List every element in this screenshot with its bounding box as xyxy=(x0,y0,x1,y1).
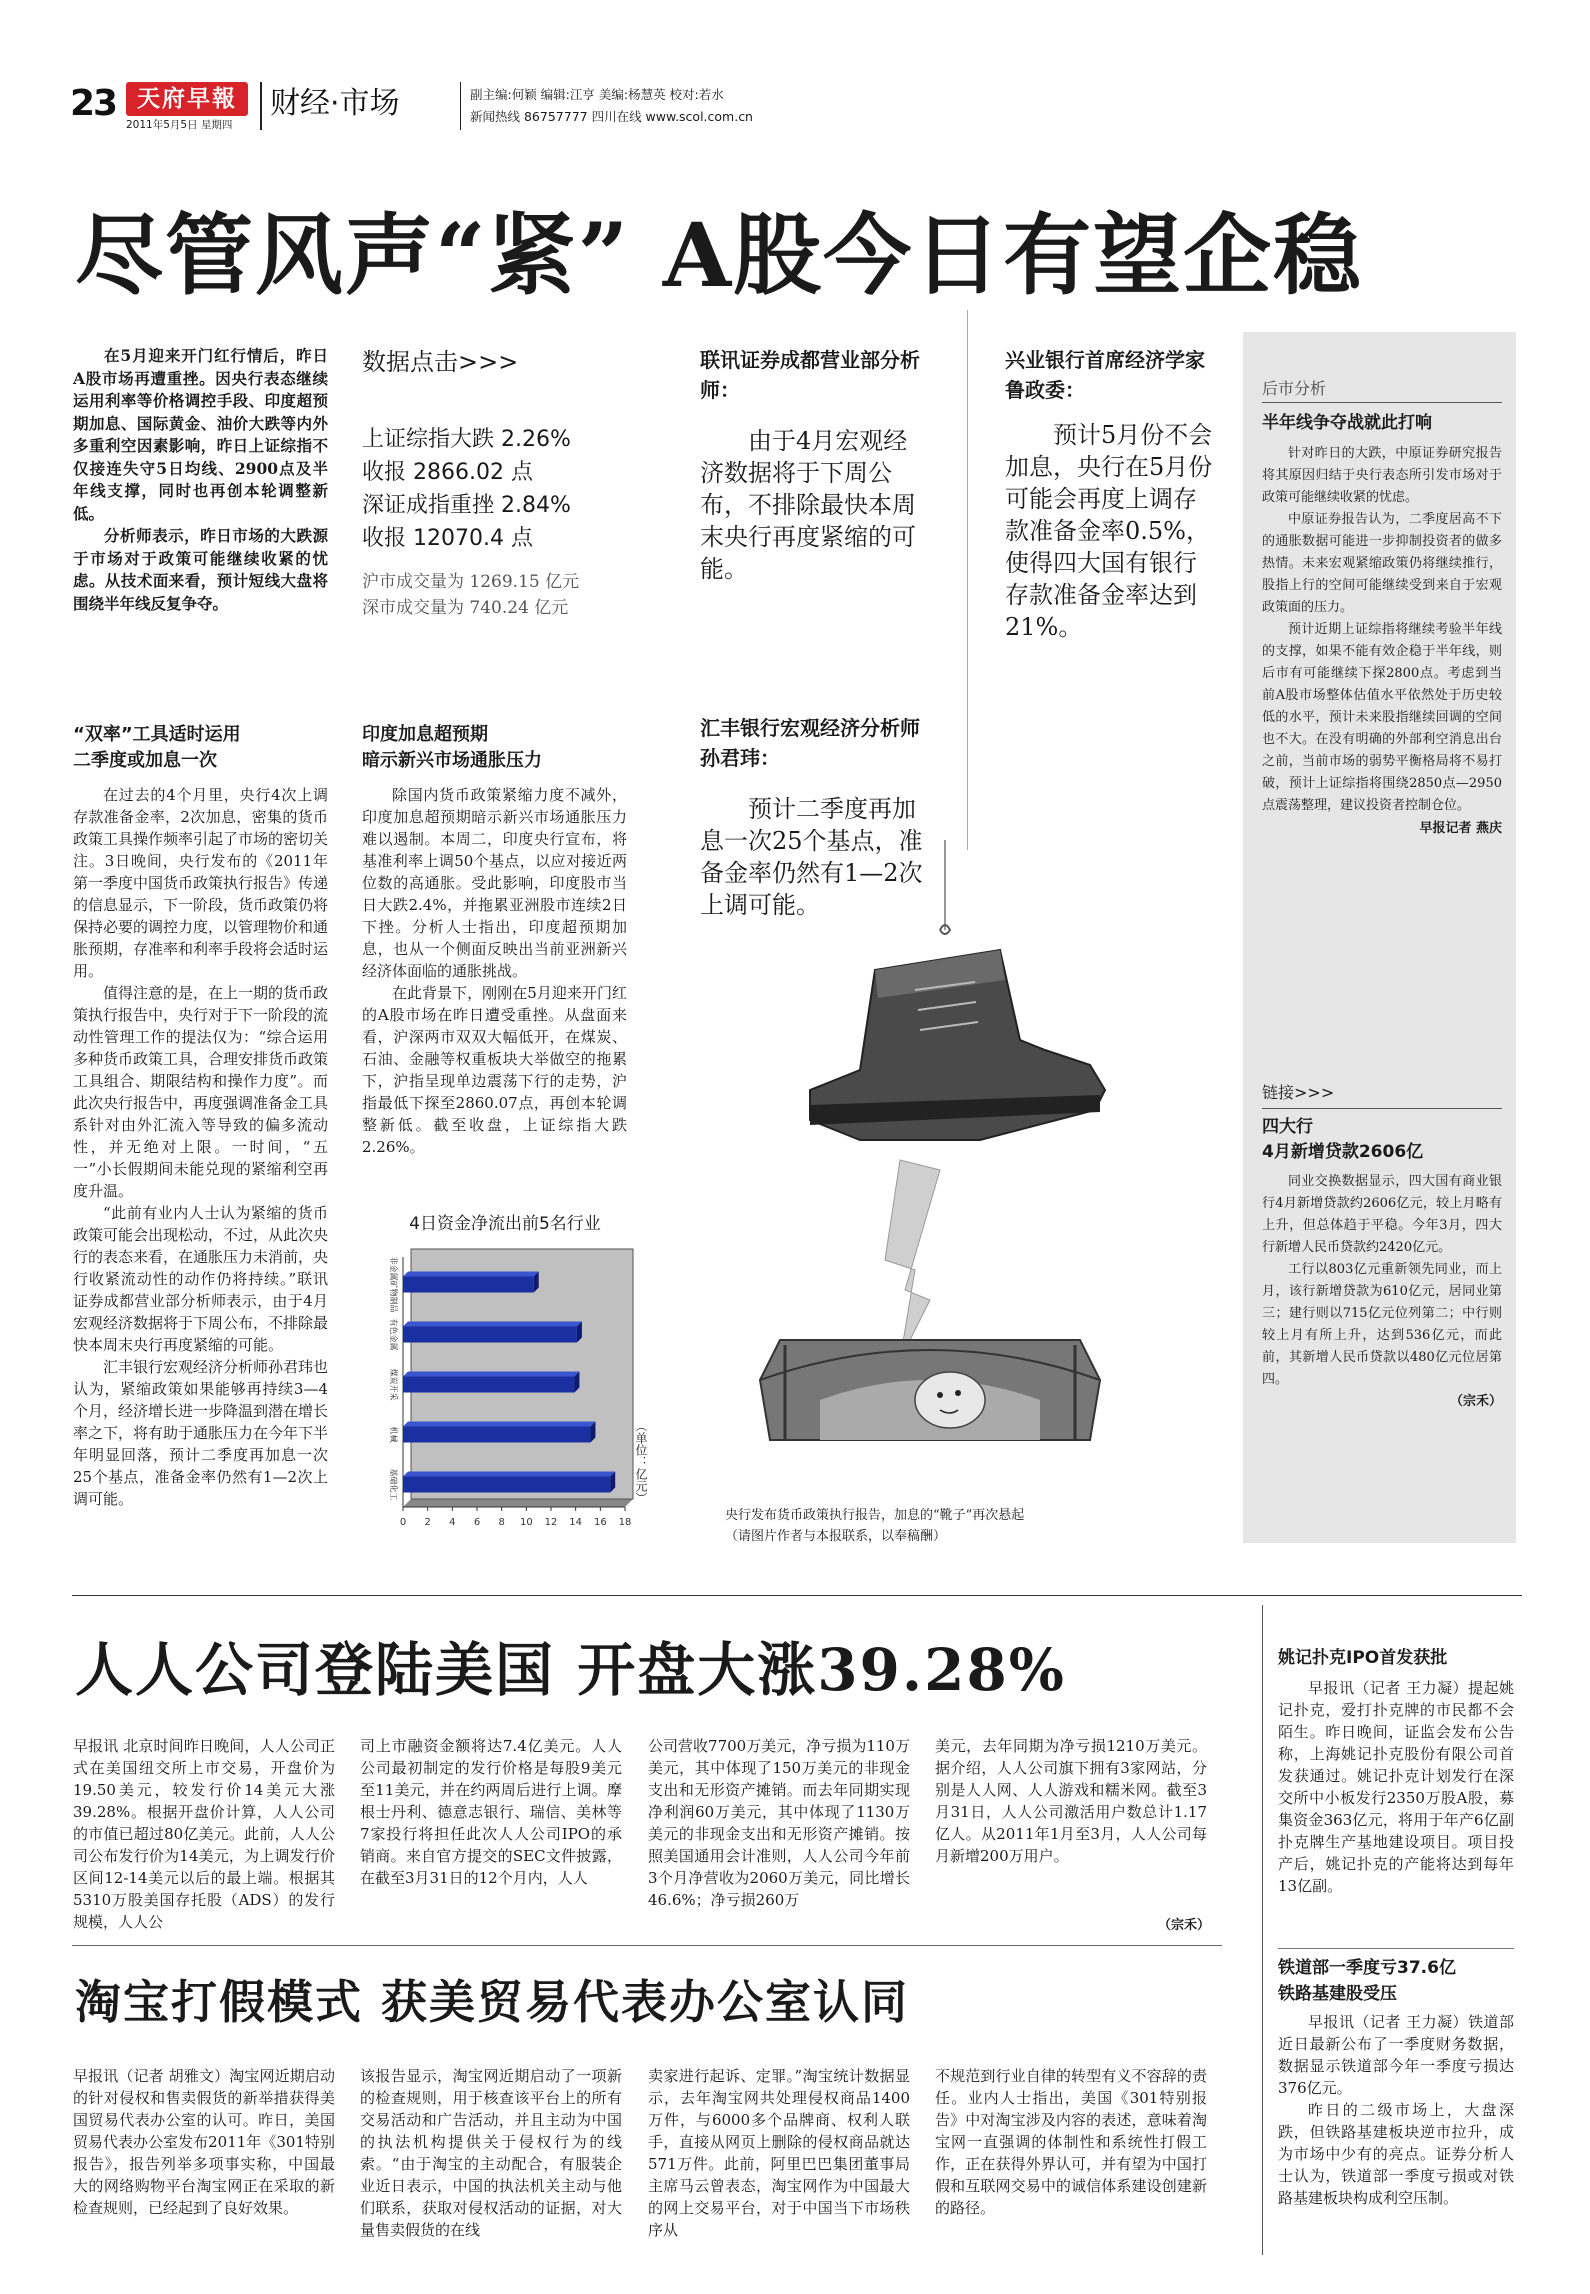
main-headline: 尽管风声“紧” A股今日有望企稳 xyxy=(75,203,1364,307)
chart-bar xyxy=(403,1377,574,1393)
chart-x-tick-label: 8 xyxy=(498,1517,505,1528)
paper-logo: 天府早報 xyxy=(126,82,248,116)
railway-title-2: 铁路基建股受压 xyxy=(1278,1984,1397,2004)
sidebar-title: 半年线争夺战就此打响 xyxy=(1262,413,1432,433)
link-title-1: 四大行 xyxy=(1262,1117,1313,1137)
quote1-text: 由于4月宏观经济数据将于下周公布，不排除最快本周末央行再度紧缩的可能。 xyxy=(700,427,916,583)
boot-illustration xyxy=(700,840,1140,1500)
chart-category-label: 非金属矿物制品 xyxy=(389,1256,398,1313)
sub1-title-1: “双率”工具适时运用 xyxy=(73,724,241,745)
data-line: 上证综指大跌 2.26% xyxy=(362,427,571,452)
quote-xingye xyxy=(1005,345,1220,643)
sub-story-2: 印度加息超预期 暗示新兴市场通胀压力 除国内货币政策紧缩力度不减外，印度加息超预期暗示新兴市场通胀压力难以遏制。本周二，印度央行宣布，将基准利率上调50个基点，以应对接近两位数的高通胀。受此影响，印度股市当日大跌2.4%，并拖累亚洲股市连续2日下挫。分析人士指出，印度超预期加息，也从一个侧面反映出当前亚洲新兴经济体面临的通胀挑战。 在此背景下，刚刚在5月迎来开门红的A股市场在昨日遭受重挫。从盘面来看，沪深两市双双大幅低开，在煤炭、石油、金融等权重板块大举做空的拖累下，沪指呈现单边震荡下行的走势，沪指最低下探至2860.07点，再创本轮调整新低。截至收盘，上证综指大跌2.26%。 xyxy=(362,724,627,1156)
sidebar-link: 链接>>> 四大行 4月新增贷款2606亿 同业交换数据显示，四大国有商业银行4月新增贷款约2606亿元，较上月略有上升，但总体趋于平稳。今年3月，四大行新增人民币贷款约2420亿元。 工行以803亿元重新领先同业，而上月，该行新增贷款为610亿元，居同业第三；建行则以715亿元位列第二；中行则较上月有所上升，达到536亿元，而此前，其新增人民币贷款以480亿元位居第四。 （宗禾） xyxy=(1262,1082,1502,1413)
chart-unit-label: （单位：亿元） xyxy=(634,1420,648,1504)
quote2-text: 预计二季度再加息一次25个基点，准备金率仍然有1—2次上调可能。 xyxy=(700,795,923,919)
chart-floor xyxy=(403,1499,633,1507)
quote2-title: 汇丰银行宏观经济分析师孙君玮： xyxy=(700,716,920,770)
data-box xyxy=(362,345,652,621)
chart-bar xyxy=(403,1477,610,1493)
chart-bar-top xyxy=(403,1472,615,1477)
link-title-2: 4月新增贷款2606亿 xyxy=(1262,1142,1424,1162)
chart-x-tick-label: 6 xyxy=(473,1517,481,1528)
renren-col-2: 司上市融资金额将达7.4亿美元。人人公司最初制定的发行价格是每股9美元至11美元，并在约两周后进行上调。摩根士丹利、德意志银行、瑞信、美林等7家投行将担任此次人人公司IPO的承销商。来自官方提交的SEC文件披露，在截至3月31日的12个月内，人人 xyxy=(360,1737,622,1887)
data-line: 深证成指重挫 2.84% xyxy=(362,493,571,518)
link-label: 链接>>> xyxy=(1262,1082,1502,1109)
railway-title-1: 铁道部一季度亏37.6亿 xyxy=(1278,1958,1456,1978)
chart-x-tick-label: 10 xyxy=(519,1517,533,1528)
yaoji-title: 姚记扑克IPO首发获批 xyxy=(1278,1648,1448,1668)
lead-text: 在5月迎来开门红行情后，昨日A股市场再遭重挫。因央行表态继续运用利率等价格调控手段、印度超预期加息、国际黄金、油价大跌等内外多重利空因素影响，昨日上证综指不仅接连失守5日均线、2900点及半年线支撑，同时也再创本轮调整新低。 分析师表示，昨日市场的大跌源于市场对于政策可能继续收紧的忧虑。从技术面来看，预计短线大盘将围绕半年线反复争夺。 xyxy=(73,346,328,613)
chart-bar-top xyxy=(403,1322,582,1327)
sidebar-label: 后市分析 xyxy=(1262,378,1502,403)
chart-bar xyxy=(403,1327,577,1343)
chart-bar xyxy=(403,1277,534,1293)
yaoji-brief xyxy=(1278,1645,1514,1897)
data-line: 收报 12070.4 点 xyxy=(362,526,533,551)
renren-byline: （宗禾） xyxy=(1157,1918,1210,1933)
chart-x-tick-label: 12 xyxy=(544,1517,558,1528)
masthead xyxy=(70,78,1530,138)
sub-story-1: “双率”工具适时运用 二季度或加息一次 在过去的4个月里，央行4次上调存款准备金率，2次加息，密集的货币政策工具操作频率引起了市场的密切关注。3日晚间，央行发布的《2011年第一季度中国货币政策执行报告》传递的信息显示，下一阶段，货币政策仍将保持必要的调控力度，以管理物价和通胀预期，存准率和利率手段将会适时运用。 值得注意的是，在上一期的货币政策执行报告中，央行对于下一阶段的流动性管理工作的提法仅为：“综合运用多种货币政策工具，合理安排货币政策工具组合、期限结构和操作力度”。而此次央行报告中，再度强调准备金工具系针对由外汇流入等导致的偏多流动性，并无绝对上限。一时间，“五一”小长假期间未能兑现的紧缩利空再度升温。 “此前有业内人士认为紧缩的货币政策可能会出现松动，不过，从此次央行的表态来看，在通胀压力未消前，央行收紧流动性的动作仍将持续。”联讯证券成都营业部分析师表示，由于4月宏观经济数据将于下周公布，不排除最快本周末央行再度紧缩的可能。 汇丰银行宏观经济分析师孙君玮也认为，紧缩政策如果能够再持续3—4个月，经济增长进一步降温到潜在增长率之下，将有助于通胀压力在今年下半年明显回落，预计二季度再加息一次25个基点，准备金率仍然有1—2次上调可能。 xyxy=(73,724,329,1508)
quote1-title: 联讯证券成都营业部分析师： xyxy=(700,348,920,402)
chart-category-label: 有色金属 xyxy=(389,1318,398,1351)
chart-title: 4日资金净流出前5名行业 xyxy=(409,1214,601,1234)
credits-line-1: 副主编:何颖 编辑:江亨 美编:杨慧英 校对:若水 xyxy=(470,87,724,102)
section-name: 财经·市场 xyxy=(270,86,400,121)
quote-lianxun xyxy=(700,345,930,585)
chart-x-tick-label: 14 xyxy=(569,1517,583,1528)
chart-category-label: 煤炭开采 xyxy=(389,1368,398,1401)
yaoji-text: 早报讯（记者 王力凝）提起姚记扑克，爱打扑克牌的市民都不会陌生。昨日晚间，证监会发布公告称，上海姚记扑克股份有限公司首发获通过。姚记扑克计划发行在深交所中小板发行2350万股A股，募集资金363亿元，将用于年产6亿副扑克牌生产基地建设项目。项目投产后，姚记扑克的产能将达到每年13亿副。 xyxy=(1278,1679,1514,1895)
link-byline: （宗禾） xyxy=(1449,1394,1502,1409)
chart-x-tick-label: 4 xyxy=(449,1517,456,1528)
chart-x-tick-label: 2 xyxy=(424,1517,431,1528)
chart-bar-top xyxy=(403,1372,579,1377)
chart-net-outflow xyxy=(365,1245,665,1545)
taobao-col-1: 早报讯（记者 胡雅文）淘宝网近期启动的针对侵权和售卖假货的新举措获得美国贸易代表办公室的认可。昨日，美国贸易代表办公室发布2011年《301特别报告》，报告列举多项事实称，中国最大的网络购物平台淘宝网正在采取的新检查规则，已经起到了良好效果。 xyxy=(73,2067,335,2217)
chart-category-label: 机械 xyxy=(389,1426,398,1443)
taobao-col-4: 不规范到行业自律的转型有义不容辞的责任。业内人士指出，美国《301特别报告》中对淘宝涉及内容的表述，意味着淘宝网一直强调的体制性和系统性打假工作，正在获得外界认可，并有望为中国打假和互联网交易中的诚信体系建设创建新的路径。 xyxy=(935,2067,1207,2217)
quote3-title: 兴业银行首席经济学家鲁政委： xyxy=(1005,348,1205,402)
sub2-title-2: 暗示新兴市场通胀压力 xyxy=(362,750,542,771)
data-box-title: 数据点击>>> xyxy=(362,348,519,376)
page-number: 23 xyxy=(70,83,117,124)
chart-x-tick-label: 16 xyxy=(593,1517,607,1528)
renren-col-4: 美元，去年同期为净亏损1210万美元。据介绍，人人公司旗下拥有3家网站，分别是人人网、人人游戏和糯米网。截至3月31日，人人公司激活用户数总计1.17亿人。从2011年1月至3月，人人公司每月新增200万用户。 xyxy=(935,1737,1207,1865)
chart-category-label: 基础化工 xyxy=(389,1468,398,1501)
chart-x-tick-label: 18 xyxy=(618,1517,632,1528)
railway-brief: 铁道部一季度亏37.6亿 铁路基建股受压 早报讯（记者 王力凝）铁道部近日最新公布了一季度财务数据，数据显示铁道部今年一季度亏损达376亿元。 昨日的二级市场上，大盘深跌，但铁路基建板块逆市拉升，成为市场中少有的亮点。证券分析人士认为，铁道部一季度亏损或对铁路基建板块构成利空压制。 xyxy=(1278,1955,1514,2209)
taobao-col-2: 该报告显示，淘宝网近期启动了一项新的检查规则，用于核查该平台上的所有交易活动和广告活动，并且主动为中国的执法机构提供关于侵权行为的线索。“由于淘宝的主动配合，有服装企业近日表示，中国的执法机关主动与他们联系，获取对侵权活动的证据，对大量售卖假货的在线 xyxy=(360,2067,622,2239)
quote3-text: 预计5月份不会加息，央行在5月份可能会再度上调存款准备金率0.5%，使得四大国有银行存款准备金率达到21%。 xyxy=(1005,421,1213,641)
volume-sh: 沪市成交量为 1269.15 亿元 xyxy=(362,572,580,592)
chart-bar xyxy=(403,1427,590,1443)
taobao-headline: 淘宝打假模式 获美贸易代表办公室认同 xyxy=(75,1975,910,2029)
chart-bar-top xyxy=(403,1272,539,1277)
sub1-title-2: 二季度或加息一次 xyxy=(73,750,217,771)
sub2-title-1: 印度加息超预期 xyxy=(362,724,488,745)
chart-x-tick-label: 0 xyxy=(399,1517,407,1528)
illustration-caption: 央行发布货币政策执行报告，加息的“靴子”再次悬起 （请图片作者与本报联系，以奉稿酬） xyxy=(725,1508,1025,1544)
credits-line-2: 新闻热线 86757777 四川在线 www.scol.com.cn xyxy=(470,109,753,124)
chart-bar-top xyxy=(403,1422,595,1427)
sidebar-analysis: 后市分析 半年线争夺战就此打响 针对昨日的大跌，中原证券研究报告将其原因归结于央行表态所引发市场对于政策可能继续收紧的忧虑。 中原证券报告认为，二季度居高不下的通胀数据可能进一步抑制投资者的做多热情。未来宏观紧缩政策仍将继续推行，股指上行的空间可能继续受到来自于宏观政策面的压力。 预计近期上证综指将继续考验半年线的支撑，如果不能有效企稳于半年线，则后市有可能继续下探2800点。考虑到当前A股市场整体估值水平依然处于历史较低的水平，预计未来股指继续回调的空间也不大。在没有明确的外部利空消息出台之前，当前市场的弱势平衡格局将不易打破，预计上证综指将围绕2850点—2950点震荡整理，建议投资者控制仓位。 早报记者 燕庆 xyxy=(1262,378,1502,841)
volume-sz: 深市成交量为 740.24 亿元 xyxy=(362,598,569,618)
sidebar-byline: 早报记者 燕庆 xyxy=(1419,821,1502,836)
issue-date: 2011年5月5日 星期四 xyxy=(126,119,233,131)
renren-headline: 人人公司登陆美国 开盘大涨39.28% xyxy=(75,1636,1066,1704)
data-line: 收报 2866.02 点 xyxy=(362,460,533,485)
renren-col-3: 公司营收7700万美元，净亏损为110万美元，其中体现了150万美元的非现金支出和无形资产摊销。而去年同期实现净利润60万美元，其中体现了1130万美元的非现金支出和无形资产摊销。按照美国通用会计准则，人人公司今年前3个月净营收为2060万美元，同比增长46.6%；净亏损260万 xyxy=(648,1737,910,1909)
renren-col-1: 早报讯 北京时间昨日晚间，人人公司正式在美国纽交所上市交易，开盘价为19.50美元，较发行价14美元大涨39.28%。根据开盘价计算，人人公司的市值已超过80亿美元。此前，人人公司公布发行价为14美元，为上调发行价区间12-14美元以后的最上端。根据其5310万股美国存托股（ADS）的发行规模，人人公 xyxy=(73,1737,335,1931)
taobao-col-3: 卖家进行起诉、定罪。”淘宝统计数据显示，去年淘宝网共处理侵权商品1400万件，与6000多个品牌商、权利人联手，直接从网页上删除的侵权商品就达571万件。此前，阿里巴巴集团董事局主席马云曾表态，淘宝网作为中国最大的网上交易平台，对于中国当下市场秩序从 xyxy=(648,2067,910,2239)
